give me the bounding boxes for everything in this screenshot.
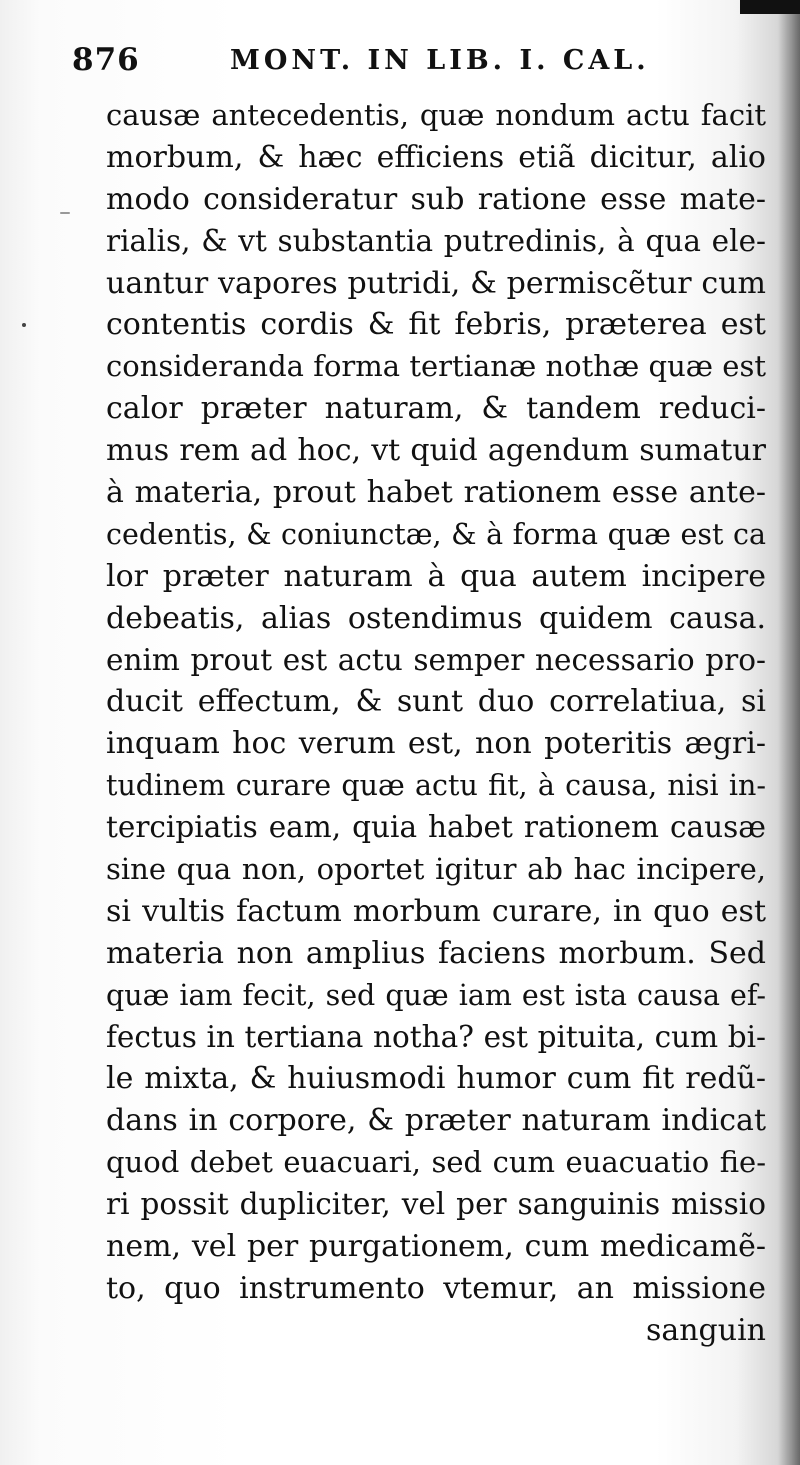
- text-line: dans in corpore, & præter naturam indicat: [106, 1103, 766, 1139]
- text-line: cedentis, & coniunctæ, & à forma quæ est ca: [106, 517, 766, 551]
- text-line: à materia, prout habet rationem esse ante-: [106, 475, 766, 511]
- text-line: le mixta, & huiusmodi humor cum fit redũ-: [106, 1061, 766, 1097]
- ink-speck: [22, 323, 26, 327]
- text-line: inquam hoc verum est, non poteritis ægri-: [106, 726, 766, 762]
- text-line: modo consideratur sub ratione esse mate-: [106, 181, 766, 217]
- text-line: consideranda forma tertianæ nothæ quæ est: [106, 349, 766, 384]
- gutter-shadow: [778, 0, 800, 1465]
- text-line: ducit effectum, & sunt duo correlatiua, si: [106, 684, 766, 720]
- text-line: calor præter naturam, & tandem reduci-: [106, 391, 766, 427]
- body-text: [106, 95, 766, 1352]
- text-line: sine qua non, oportet igitur ab hac incipere,: [106, 852, 766, 887]
- text-line: materia non amplius faciens morbum. Sed: [106, 935, 766, 971]
- page-edge-shadow: [740, 0, 800, 14]
- running-head: [72, 42, 712, 82]
- text-line: lor præter naturam à qua autem incipere: [106, 558, 766, 594]
- text-line: nem, vel per purgationem, cum medicamẽ-: [106, 1229, 766, 1265]
- text-line: quod debet euacuari, sed cum euacuatio fie-: [106, 1145, 766, 1180]
- text-line: mus rem ad hoc, vt quid agendum sumatur: [106, 433, 766, 469]
- text-line: morbum, & hæc efficiens etiã dicitur, alio: [106, 139, 766, 175]
- text-line: tudinem curare quæ actu fit, à causa, nisi in-: [106, 769, 766, 803]
- text-line: ri possit dupliciter, vel per sanguinis missio: [106, 1187, 766, 1222]
- catchword: sanguin: [645, 1312, 766, 1348]
- running-title: MONT. IN LIB. I. CAL.: [230, 45, 650, 76]
- text-line: to, quo instrumento vtemur, an missione: [106, 1270, 766, 1306]
- text-line: debeatis, alias ostendimus quidem causa.: [106, 600, 766, 636]
- ink-speck: [60, 212, 70, 214]
- page-number: 876: [72, 42, 140, 78]
- text-line: rialis, & vt substantia putredinis, à qua ele-: [106, 223, 766, 258]
- text-line: uantur vapores putridi, & permiscẽtur cum: [106, 265, 766, 301]
- text-line: quæ iam fecit, sed quæ iam est ista causa ef-: [106, 978, 766, 1012]
- text-line: contentis cordis & fit febris, præterea est: [106, 307, 766, 343]
- text-line: tercipiatis eam, quia habet rationem causæ: [106, 810, 766, 845]
- text-line: fectus in tertiana notha? est pituita, cum bi-: [106, 1019, 766, 1054]
- text-line: enim prout est actu semper necessario pro-: [106, 642, 766, 677]
- text-line: si vultis factum morbum curare, in quo est: [106, 893, 766, 929]
- text-line: causæ antecedentis, quæ nondum actu facit: [106, 98, 766, 132]
